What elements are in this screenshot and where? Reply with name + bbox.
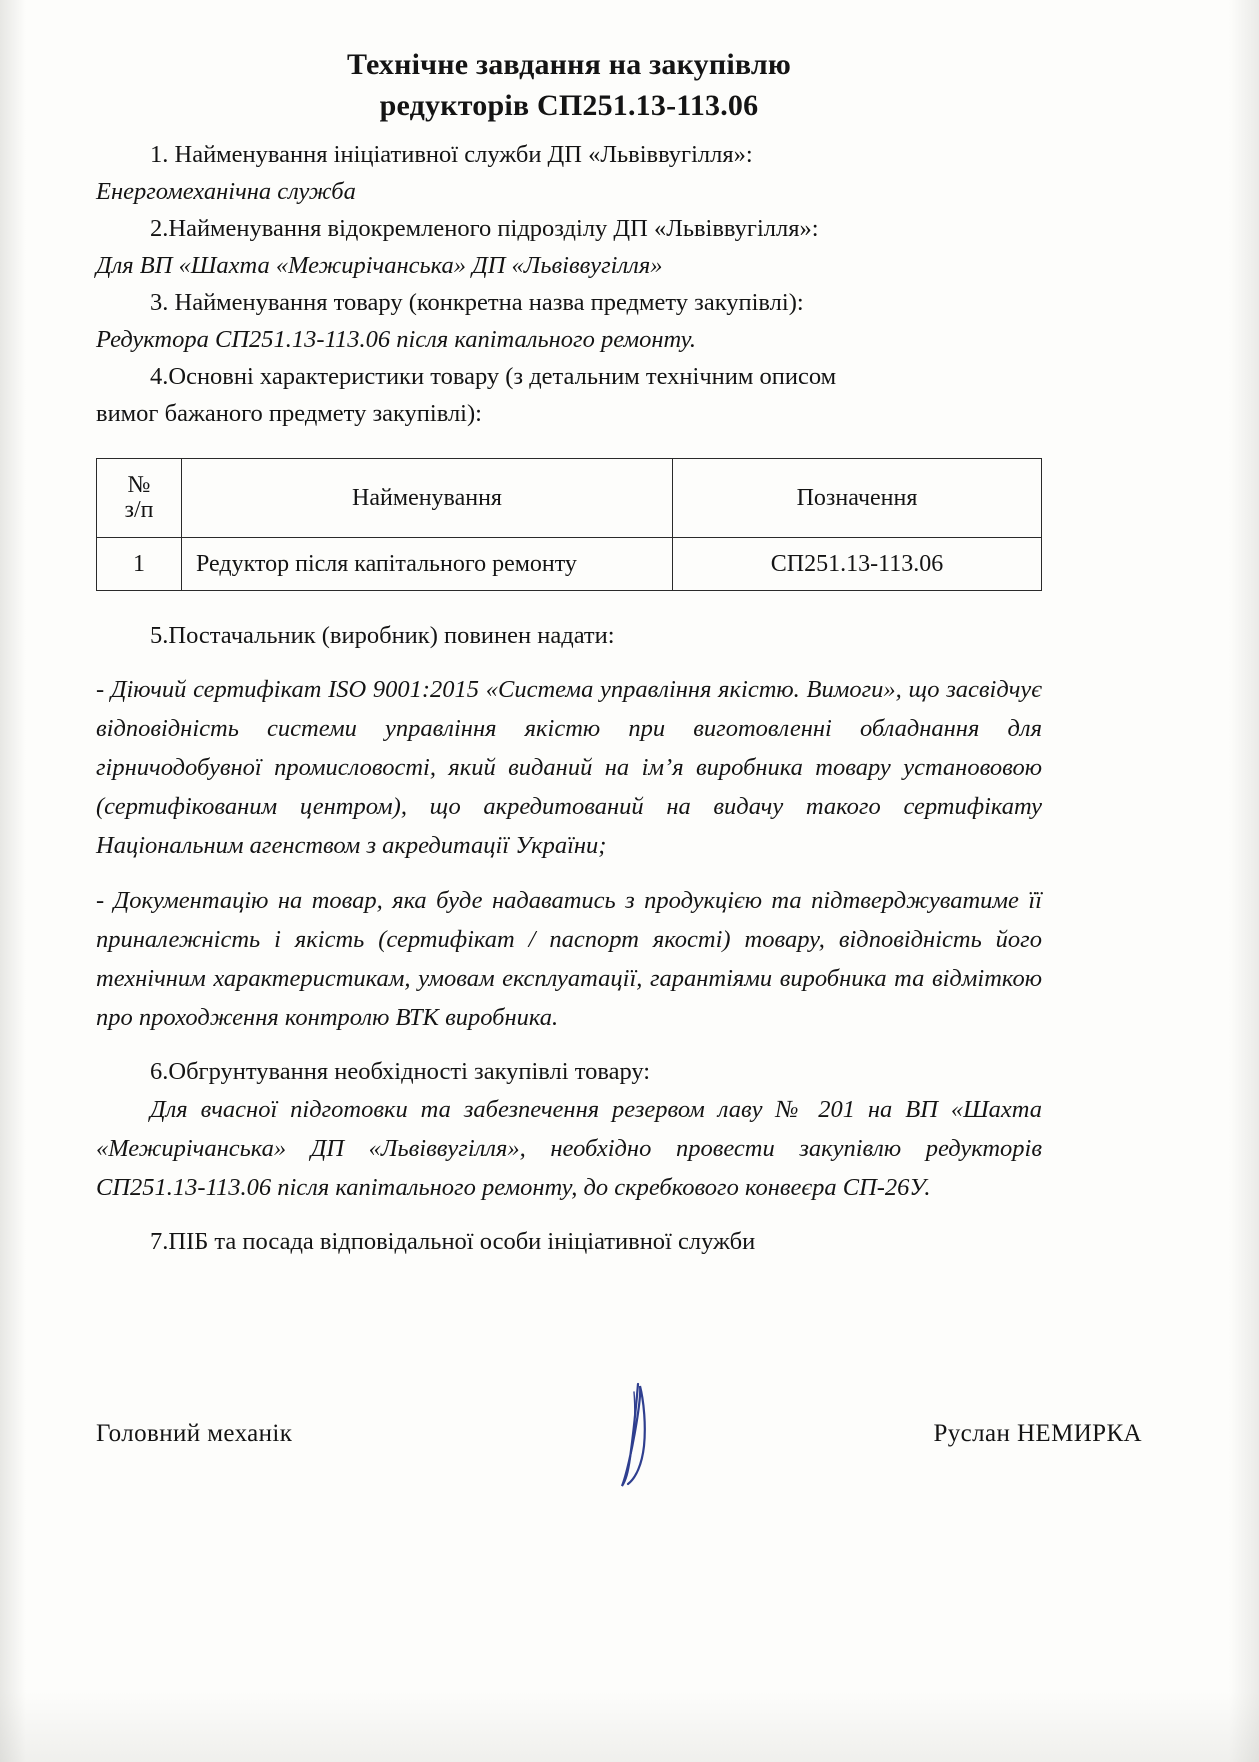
section-6-value: Для вчасної підготовки та забезпечення резервом лаву № 201 на ВП «Шахта «Межирічанська» ДП «Львіввугілля», необхідно провести закупівлю редукторів СП251.13-113.06 після капітального ремонту, до скребкового конвеєра СП-26У. — [96, 1096, 1042, 1201]
scan-edge-left — [0, 0, 26, 1762]
column-header-number-line-1: № — [127, 472, 151, 498]
scan-edge-bottom — [0, 1692, 1259, 1762]
signature-name: Руслан НЕМИРКА — [933, 1420, 1142, 1447]
table-row — [97, 538, 1042, 591]
section-4-heading-line-2: вимог бажаного предмету закупівлі): — [96, 400, 482, 427]
section-5-bullet-1: - Діючий сертифікат ISO 9001:2015 «Система управління якістю. Вимоги», що засвідчує відповідність системи управління якістю при виготовленні обладнання для гірничодобувної промисловості, який виданий на ім’я виробника товару установовою (сертифікованим центром), що акредитований на видачу такого сертифікату Національним агенством з акредитації України; — [96, 676, 1042, 859]
section-7-heading: 7.ПІБ та посада відповідальної особи ініціативної служби — [150, 1228, 756, 1255]
specification-table — [96, 458, 1042, 591]
page-title-line-1: Технічне завдання на закупівлю — [346, 48, 792, 81]
section-3-value: Редуктора СП251.13-113.06 після капітального ремонту. — [96, 326, 697, 353]
column-header-marking: Позначення — [673, 459, 1042, 538]
section-3-heading: 3. Найменування товару (конкретна назва предмету закупівлі): — [150, 289, 804, 316]
cell-item-marking: СП251.13-113.06 — [673, 538, 1042, 591]
page-title — [96, 44, 1042, 126]
section-5-bullet-2: - Документацію на товар, яка буде надаватись з продукцією та підтверджуватиме її приналежність і якість (сертифікат / паспорт якості) товару, відповідність його технічним характеристикам, умовам експлуатації, гарантіями виробника та відміткою про проходження контролю ВТК виробника. — [96, 887, 1042, 1031]
signature-block — [96, 1420, 1142, 1448]
document-body — [96, 44, 1042, 1260]
cell-item-name: Редуктор після капітального ремонту — [182, 538, 673, 591]
section-2-value: Для ВП «Шахта «Межирічанська» ДП «Львіввугілля» — [96, 252, 663, 279]
column-header-number — [97, 459, 182, 538]
section-1-heading: 1. Найменування ініціативної служби ДП «Львіввугілля»: — [150, 141, 753, 168]
section-5-heading: 5.Постачальник (виробник) повинен надати: — [150, 622, 615, 649]
page-title-line-2: редукторів СП251.13-113.06 — [379, 89, 759, 122]
column-header-number-line-2: з/п — [124, 497, 154, 523]
table-header-row — [97, 459, 1042, 538]
scan-edge-right — [1229, 0, 1259, 1762]
signature-position: Головний механік — [96, 1420, 293, 1447]
table-body — [97, 538, 1042, 591]
section-2-heading: 2.Найменування відокремленого підрозділу ДП «Львіввугілля»: — [150, 215, 819, 242]
section-1-value: Енергомеханічна служба — [96, 178, 356, 205]
section-4-heading-line-1: 4.Основні характеристики товару (з детальним технічним описом — [150, 363, 837, 390]
cell-row-number: 1 — [97, 538, 182, 591]
table-header — [97, 459, 1042, 538]
column-header-name: Найменування — [182, 459, 673, 538]
section-6-heading: 6.Обгрунтування необхідності закупівлі товару: — [150, 1058, 651, 1085]
